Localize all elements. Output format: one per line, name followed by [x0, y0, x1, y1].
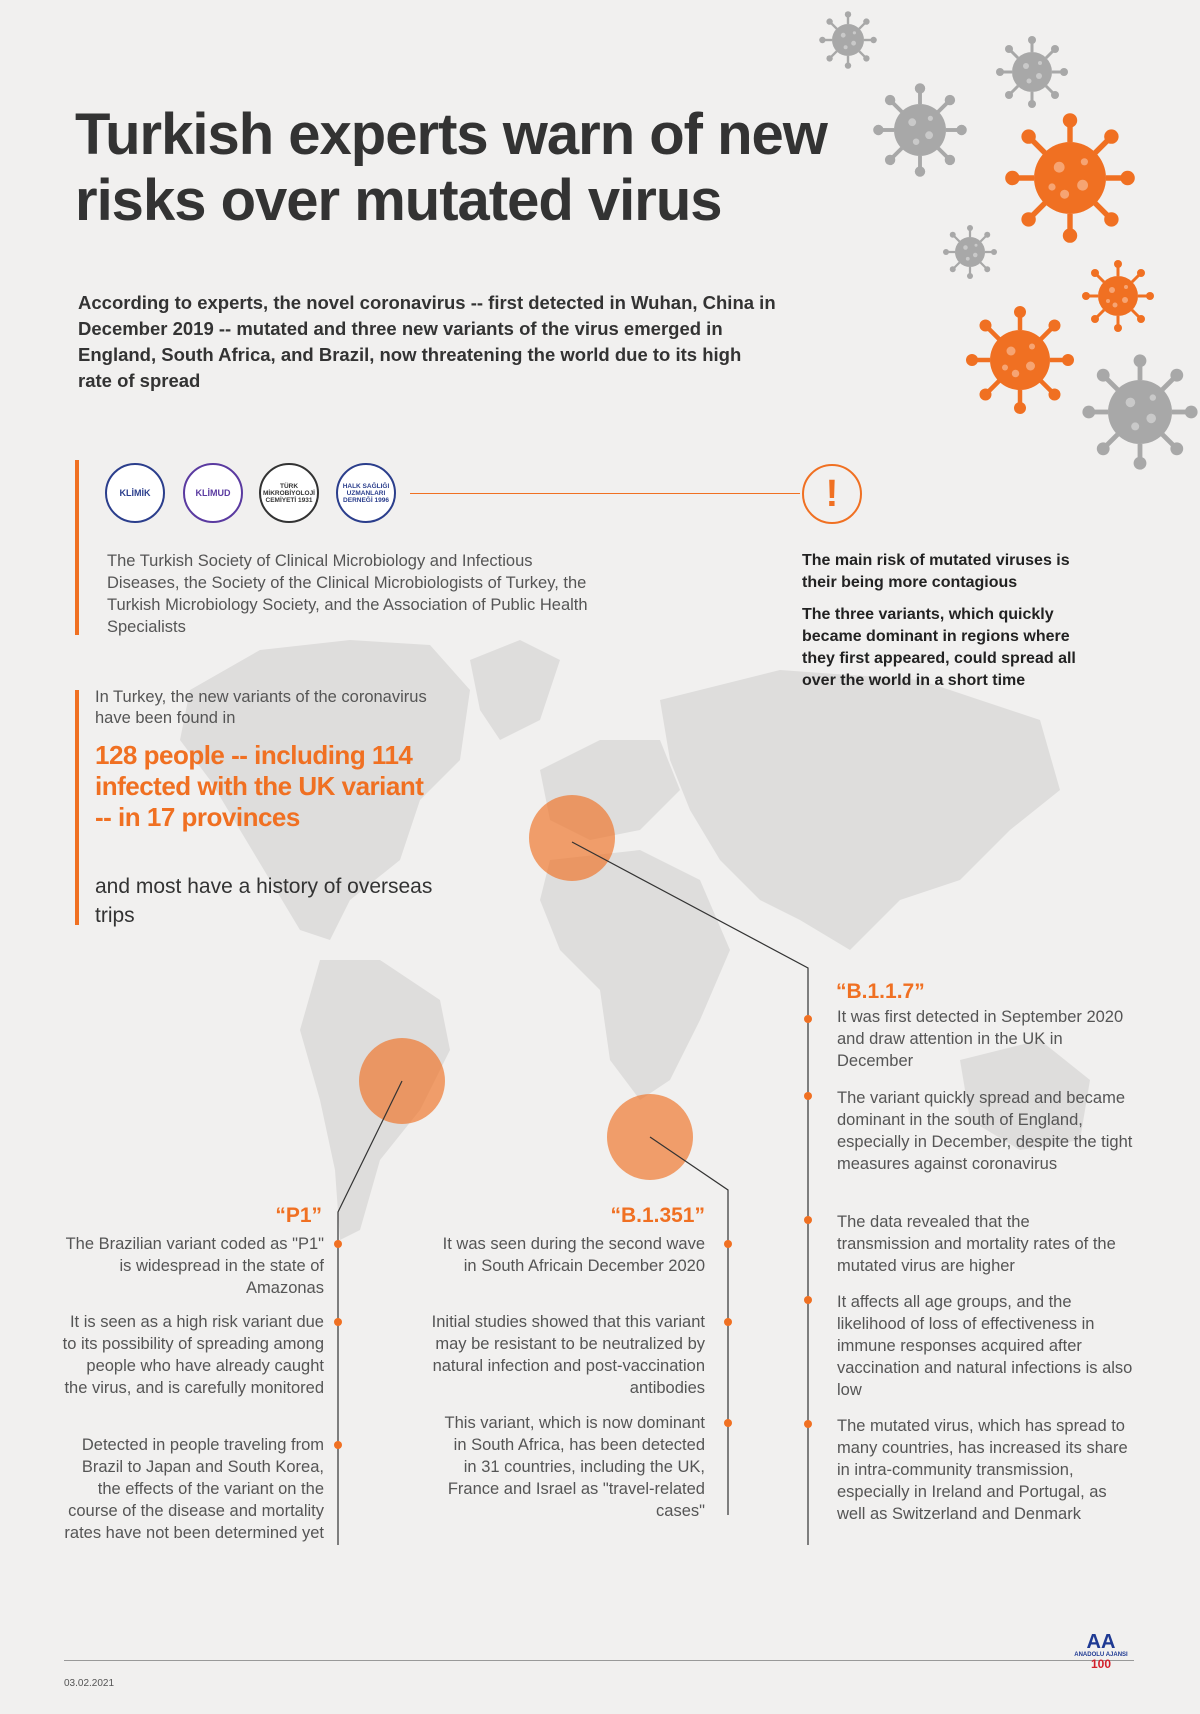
uk-bullet-dot-4: [804, 1296, 812, 1304]
brazil-variant-name: “P1”: [275, 1204, 322, 1227]
aa-anniversary: 100: [1090, 1657, 1112, 1671]
sa-bullet-1: It was seen during the second wave in South Africain December 2020: [442, 1235, 705, 1275]
uk-bullet-dot-5: [804, 1420, 812, 1428]
microbiology-society-logo: TÜRK MİKROBİYOLOJİ CEMİYETİ 1931: [259, 463, 319, 523]
brazil-bullet-3: Detected in people traveling from Brazil to Japan and South Korea, the effects of the variant on the course of the disease and mortality rates have not been determined yet: [64, 1436, 324, 1542]
uk-hotspot: [529, 795, 615, 881]
turkey-intro: In Turkey, the new variants of the coronavirus have been found in: [95, 688, 427, 727]
uk-bullet-dot-1: [804, 1015, 812, 1023]
brazil-bullet-dot-2: [334, 1318, 342, 1326]
footer-divider: [64, 1660, 1134, 1661]
brazil-bullet-dot-3: [334, 1441, 342, 1449]
risk-spread: The three variants, which quickly became dominant in regions where they first appeared, could spread all over the world in a short time: [802, 606, 1076, 689]
klimud-logo: KLİMUD: [183, 463, 243, 523]
sa-bullet-3: This variant, which is now dominant in South Africa, has been detected in 31 countries, including the UK, France and Israel as "travel-related cases": [444, 1414, 705, 1520]
sa-bullet-dot-2: [724, 1318, 732, 1326]
aa-mark: AA: [1086, 1631, 1116, 1653]
turkey-tail: and most have a history of overseas trips: [95, 875, 433, 927]
uk-variant-name: “B.1.1.7”: [836, 980, 925, 1003]
page-title: Turkish experts warn of new risks over mutated virus: [75, 102, 827, 233]
risk-contagious: The main risk of mutated viruses is their being more contagious: [802, 552, 1070, 591]
alert-icon: !: [802, 464, 862, 524]
logo-divider-line: [410, 493, 800, 494]
lead-paragraph: According to experts, the novel coronavirus -- first detected in Wuhan, China in December 2019 -- mutated and three new variants of the virus emerged in England, South Africa, and Brazil, now threatening the world due to its high rate of spread: [78, 292, 776, 391]
sa-variant-name: “B.1.351”: [610, 1204, 705, 1227]
uk-bullet-dot-3: [804, 1216, 812, 1224]
aa-name: ANADOLU AJANSI: [1074, 1652, 1128, 1658]
sa-bullet-2: Initial studies showed that this variant may be resistant to be neutralized by natural infection and post-vaccination antibodies: [431, 1313, 705, 1397]
uk-bullet-3: The data revealed that the transmission and mortality rates of the mutated virus are higher: [837, 1213, 1116, 1275]
brazil-bullet-dot-1: [334, 1240, 342, 1248]
uk-bullet-2: The variant quickly spread and became dominant in the south of England, especially in December, despite the tight measures against coronavirus: [837, 1089, 1133, 1173]
uk-bullet-5: The mutated virus, which has spread to many countries, has increased its share in intra-community transmission, especially in Ireland and Portugal, as well as Switzerland and Denmark: [837, 1417, 1128, 1523]
turkey-accent-bar: [75, 690, 79, 925]
brazil-bullet-1: The Brazilian variant coded as "P1" is widespread in the state of Amazonas: [65, 1235, 324, 1297]
publish-date: 03.02.2021: [64, 1678, 115, 1689]
societies-text: The Turkish Society of Clinical Microbiology and Infectious Diseases, the Society of the Clinical Microbiologists of Turkey, the Turkish Microbiology Society, and the Association of Public Health Specialists: [107, 552, 588, 636]
sa-bullet-dot-1: [724, 1240, 732, 1248]
uk-bullet-4: It affects all age groups, and the likelihood of loss of effectiveness in immune responses acquired after vaccination and natural infections is also low: [837, 1293, 1133, 1399]
uk-bullet-1: It was first detected in September 2020 and draw attention in the UK in December: [837, 1008, 1124, 1070]
public-health-logo: HALK SAĞLIĞI UZMANLARI DERNEĞİ 1996: [336, 463, 396, 523]
klimik-logo: KLİMİK: [105, 463, 165, 523]
uk-bullet-dot-2: [804, 1092, 812, 1100]
sa-bullet-dot-3: [724, 1419, 732, 1427]
main-risk-text: [802, 550, 1102, 692]
turkey-highlight: 128 people -- including 114 infected with the UK variant -- in 17 provinces: [95, 740, 424, 832]
accent-bar: [75, 460, 79, 635]
anadolu-agency-logo: [1068, 1632, 1134, 1671]
brazil-bullet-2: It is seen as a high risk variant due to its possibility of spreading among people who have already caught the virus, and is carefully monitored: [62, 1313, 324, 1397]
